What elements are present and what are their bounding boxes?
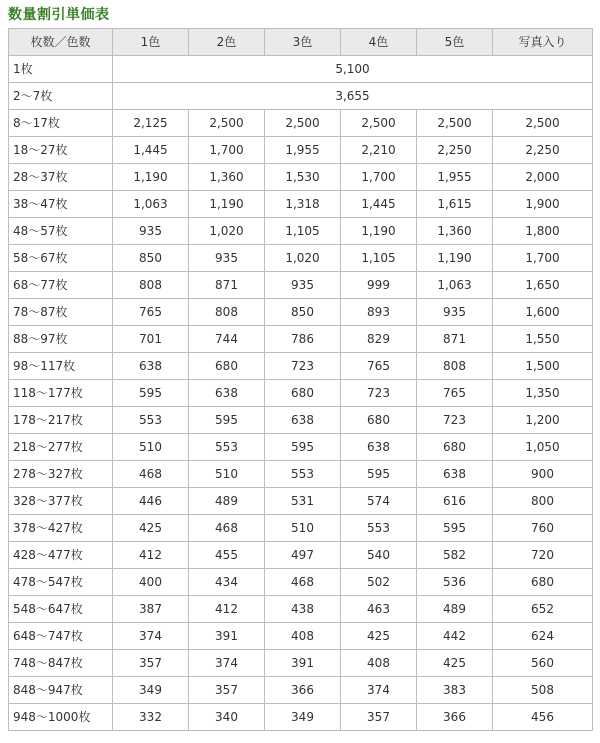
price-cell: 1,063 [113, 191, 189, 218]
row-label: 378〜427枚 [9, 515, 113, 542]
row-label: 68〜77枚 [9, 272, 113, 299]
price-cell: 680 [493, 569, 593, 596]
price-cell: 808 [417, 353, 493, 380]
price-cell: 760 [493, 515, 593, 542]
header-quantity: 枚数／色数 [9, 29, 113, 56]
price-cell: 582 [417, 542, 493, 569]
price-cell: 2,500 [493, 110, 593, 137]
price-cell: 510 [265, 515, 341, 542]
price-cell: 680 [417, 434, 493, 461]
price-cell: 438 [265, 596, 341, 623]
price-cell: 357 [341, 704, 417, 731]
price-cell: 638 [189, 380, 265, 407]
price-cell: 595 [417, 515, 493, 542]
price-cell: 374 [189, 650, 265, 677]
price-cell: 1,020 [189, 218, 265, 245]
price-cell: 374 [341, 677, 417, 704]
price-cell: 574 [341, 488, 417, 515]
table-row [9, 245, 593, 272]
price-cell: 1,190 [189, 191, 265, 218]
price-cell: 1,200 [493, 407, 593, 434]
price-cell: 1,700 [189, 137, 265, 164]
price-cell: 720 [493, 542, 593, 569]
row-label: 118〜177枚 [9, 380, 113, 407]
price-cell: 1,190 [113, 164, 189, 191]
price-cell: 638 [265, 407, 341, 434]
price-cell: 893 [341, 299, 417, 326]
price-cell: 1,955 [417, 164, 493, 191]
table-row [9, 434, 593, 461]
price-cell: 850 [265, 299, 341, 326]
table-row [9, 569, 593, 596]
price-cell: 391 [189, 623, 265, 650]
table-row [9, 542, 593, 569]
table-row [9, 596, 593, 623]
price-cell: 553 [189, 434, 265, 461]
table-row [9, 56, 593, 83]
price-cell: 412 [189, 596, 265, 623]
price-cell: 553 [113, 407, 189, 434]
header-2-color: 2色 [189, 29, 265, 56]
price-cell: 1,318 [265, 191, 341, 218]
price-cell: 540 [341, 542, 417, 569]
price-cell: 2,500 [417, 110, 493, 137]
price-cell: 1,350 [493, 380, 593, 407]
price-cell: 871 [189, 272, 265, 299]
price-cell: 744 [189, 326, 265, 353]
row-label: 328〜377枚 [9, 488, 113, 515]
price-cell: 765 [341, 353, 417, 380]
price-cell: 553 [341, 515, 417, 542]
row-label: 48〜57枚 [9, 218, 113, 245]
price-cell: 624 [493, 623, 593, 650]
table-row [9, 137, 593, 164]
price-cell: 1,050 [493, 434, 593, 461]
row-label: 548〜647枚 [9, 596, 113, 623]
row-label: 98〜117枚 [9, 353, 113, 380]
price-cell: 808 [189, 299, 265, 326]
price-cell: 366 [417, 704, 493, 731]
row-label: 428〜477枚 [9, 542, 113, 569]
header-1-color: 1色 [113, 29, 189, 56]
price-cell: 680 [341, 407, 417, 434]
row-label: 8〜17枚 [9, 110, 113, 137]
row-label: 18〜27枚 [9, 137, 113, 164]
price-cell: 349 [113, 677, 189, 704]
price-cell: 425 [113, 515, 189, 542]
price-cell: 680 [189, 353, 265, 380]
price-cell: 489 [417, 596, 493, 623]
price-cell: 1,190 [417, 245, 493, 272]
table-body [9, 56, 593, 731]
price-cell: 1,360 [417, 218, 493, 245]
price-cell: 400 [113, 569, 189, 596]
price-cell: 1,360 [189, 164, 265, 191]
table-row [9, 461, 593, 488]
price-cell: 357 [189, 677, 265, 704]
price-cell: 595 [341, 461, 417, 488]
price-cell: 553 [265, 461, 341, 488]
header-4-color: 4色 [341, 29, 417, 56]
table-row [9, 650, 593, 677]
price-cell: 455 [189, 542, 265, 569]
table-row [9, 191, 593, 218]
price-cell: 1,600 [493, 299, 593, 326]
table-row [9, 380, 593, 407]
price-cell: 510 [189, 461, 265, 488]
row-label: 88〜97枚 [9, 326, 113, 353]
price-cell: 935 [265, 272, 341, 299]
table-row [9, 110, 593, 137]
row-label: 28〜37枚 [9, 164, 113, 191]
merged-price-cell: 5,100 [113, 56, 593, 83]
price-cell: 2,250 [493, 137, 593, 164]
price-cell: 1,105 [341, 245, 417, 272]
price-cell: 383 [417, 677, 493, 704]
price-cell: 456 [493, 704, 593, 731]
price-cell: 332 [113, 704, 189, 731]
table-row [9, 218, 593, 245]
table-row [9, 677, 593, 704]
price-cell: 508 [493, 677, 593, 704]
price-cell: 349 [265, 704, 341, 731]
price-cell: 829 [341, 326, 417, 353]
price-cell: 408 [265, 623, 341, 650]
price-cell: 1,900 [493, 191, 593, 218]
price-cell: 1,445 [113, 137, 189, 164]
price-cell: 808 [113, 272, 189, 299]
row-label: 1枚 [9, 56, 113, 83]
price-cell: 357 [113, 650, 189, 677]
price-cell: 391 [265, 650, 341, 677]
table-row [9, 515, 593, 542]
price-cell: 1,530 [265, 164, 341, 191]
price-cell: 2,125 [113, 110, 189, 137]
price-cell: 412 [113, 542, 189, 569]
price-cell: 374 [113, 623, 189, 650]
price-cell: 935 [189, 245, 265, 272]
price-cell: 2,210 [341, 137, 417, 164]
price-cell: 900 [493, 461, 593, 488]
price-cell: 425 [417, 650, 493, 677]
price-cell: 502 [341, 569, 417, 596]
price-cell: 1,500 [493, 353, 593, 380]
price-cell: 765 [113, 299, 189, 326]
table-header [9, 29, 593, 56]
row-label: 78〜87枚 [9, 299, 113, 326]
price-cell: 2,500 [265, 110, 341, 137]
price-cell: 638 [417, 461, 493, 488]
header-row [9, 29, 593, 56]
price-cell: 366 [265, 677, 341, 704]
table-row [9, 164, 593, 191]
row-label: 748〜847枚 [9, 650, 113, 677]
price-cell: 850 [113, 245, 189, 272]
price-cell: 935 [417, 299, 493, 326]
price-cell: 595 [189, 407, 265, 434]
price-cell: 786 [265, 326, 341, 353]
row-label: 278〜327枚 [9, 461, 113, 488]
price-cell: 1,063 [417, 272, 493, 299]
price-cell: 463 [341, 596, 417, 623]
price-cell: 442 [417, 623, 493, 650]
price-cell: 999 [341, 272, 417, 299]
price-cell: 616 [417, 488, 493, 515]
price-cell: 2,500 [189, 110, 265, 137]
price-cell: 468 [189, 515, 265, 542]
price-cell: 1,190 [341, 218, 417, 245]
price-cell: 387 [113, 596, 189, 623]
price-cell: 468 [265, 569, 341, 596]
price-cell: 560 [493, 650, 593, 677]
price-cell: 638 [341, 434, 417, 461]
row-label: 848〜947枚 [9, 677, 113, 704]
price-cell: 408 [341, 650, 417, 677]
price-cell: 638 [113, 353, 189, 380]
table-row [9, 326, 593, 353]
price-cell: 765 [417, 380, 493, 407]
price-cell: 652 [493, 596, 593, 623]
price-cell: 489 [189, 488, 265, 515]
header-5-color: 5色 [417, 29, 493, 56]
price-cell: 1,105 [265, 218, 341, 245]
row-label: 58〜67枚 [9, 245, 113, 272]
price-cell: 871 [417, 326, 493, 353]
table-row [9, 623, 593, 650]
table-title: 数量割引単価表 [8, 7, 110, 23]
row-label: 648〜747枚 [9, 623, 113, 650]
table-row [9, 272, 593, 299]
price-cell: 723 [417, 407, 493, 434]
price-table [8, 28, 593, 731]
price-cell: 1,650 [493, 272, 593, 299]
row-label: 478〜547枚 [9, 569, 113, 596]
price-cell: 2,000 [493, 164, 593, 191]
price-cell: 800 [493, 488, 593, 515]
row-label: 2〜7枚 [9, 83, 113, 110]
price-cell: 531 [265, 488, 341, 515]
table-row [9, 353, 593, 380]
table-row [9, 299, 593, 326]
table-row [9, 407, 593, 434]
price-cell: 468 [113, 461, 189, 488]
row-label: 218〜277枚 [9, 434, 113, 461]
price-cell: 1,800 [493, 218, 593, 245]
price-cell: 536 [417, 569, 493, 596]
row-label: 948〜1000枚 [9, 704, 113, 731]
price-cell: 1,700 [341, 164, 417, 191]
price-cell: 425 [341, 623, 417, 650]
price-cell: 1,020 [265, 245, 341, 272]
row-label: 38〜47枚 [9, 191, 113, 218]
price-cell: 701 [113, 326, 189, 353]
table-row [9, 83, 593, 110]
price-cell: 1,700 [493, 245, 593, 272]
price-cell: 340 [189, 704, 265, 731]
table-row [9, 704, 593, 731]
merged-price-cell: 3,655 [113, 83, 593, 110]
price-cell: 723 [265, 353, 341, 380]
price-cell: 2,500 [341, 110, 417, 137]
table-row [9, 488, 593, 515]
price-cell: 1,955 [265, 137, 341, 164]
price-cell: 446 [113, 488, 189, 515]
header-3-color: 3色 [265, 29, 341, 56]
price-cell: 1,550 [493, 326, 593, 353]
price-cell: 434 [189, 569, 265, 596]
price-cell: 723 [341, 380, 417, 407]
price-cell: 1,615 [417, 191, 493, 218]
price-cell: 595 [265, 434, 341, 461]
price-cell: 1,445 [341, 191, 417, 218]
header-photo: 写真入り [493, 29, 593, 56]
price-cell: 680 [265, 380, 341, 407]
price-cell: 935 [113, 218, 189, 245]
row-label: 178〜217枚 [9, 407, 113, 434]
price-cell: 595 [113, 380, 189, 407]
price-cell: 2,250 [417, 137, 493, 164]
price-cell: 497 [265, 542, 341, 569]
price-cell: 510 [113, 434, 189, 461]
